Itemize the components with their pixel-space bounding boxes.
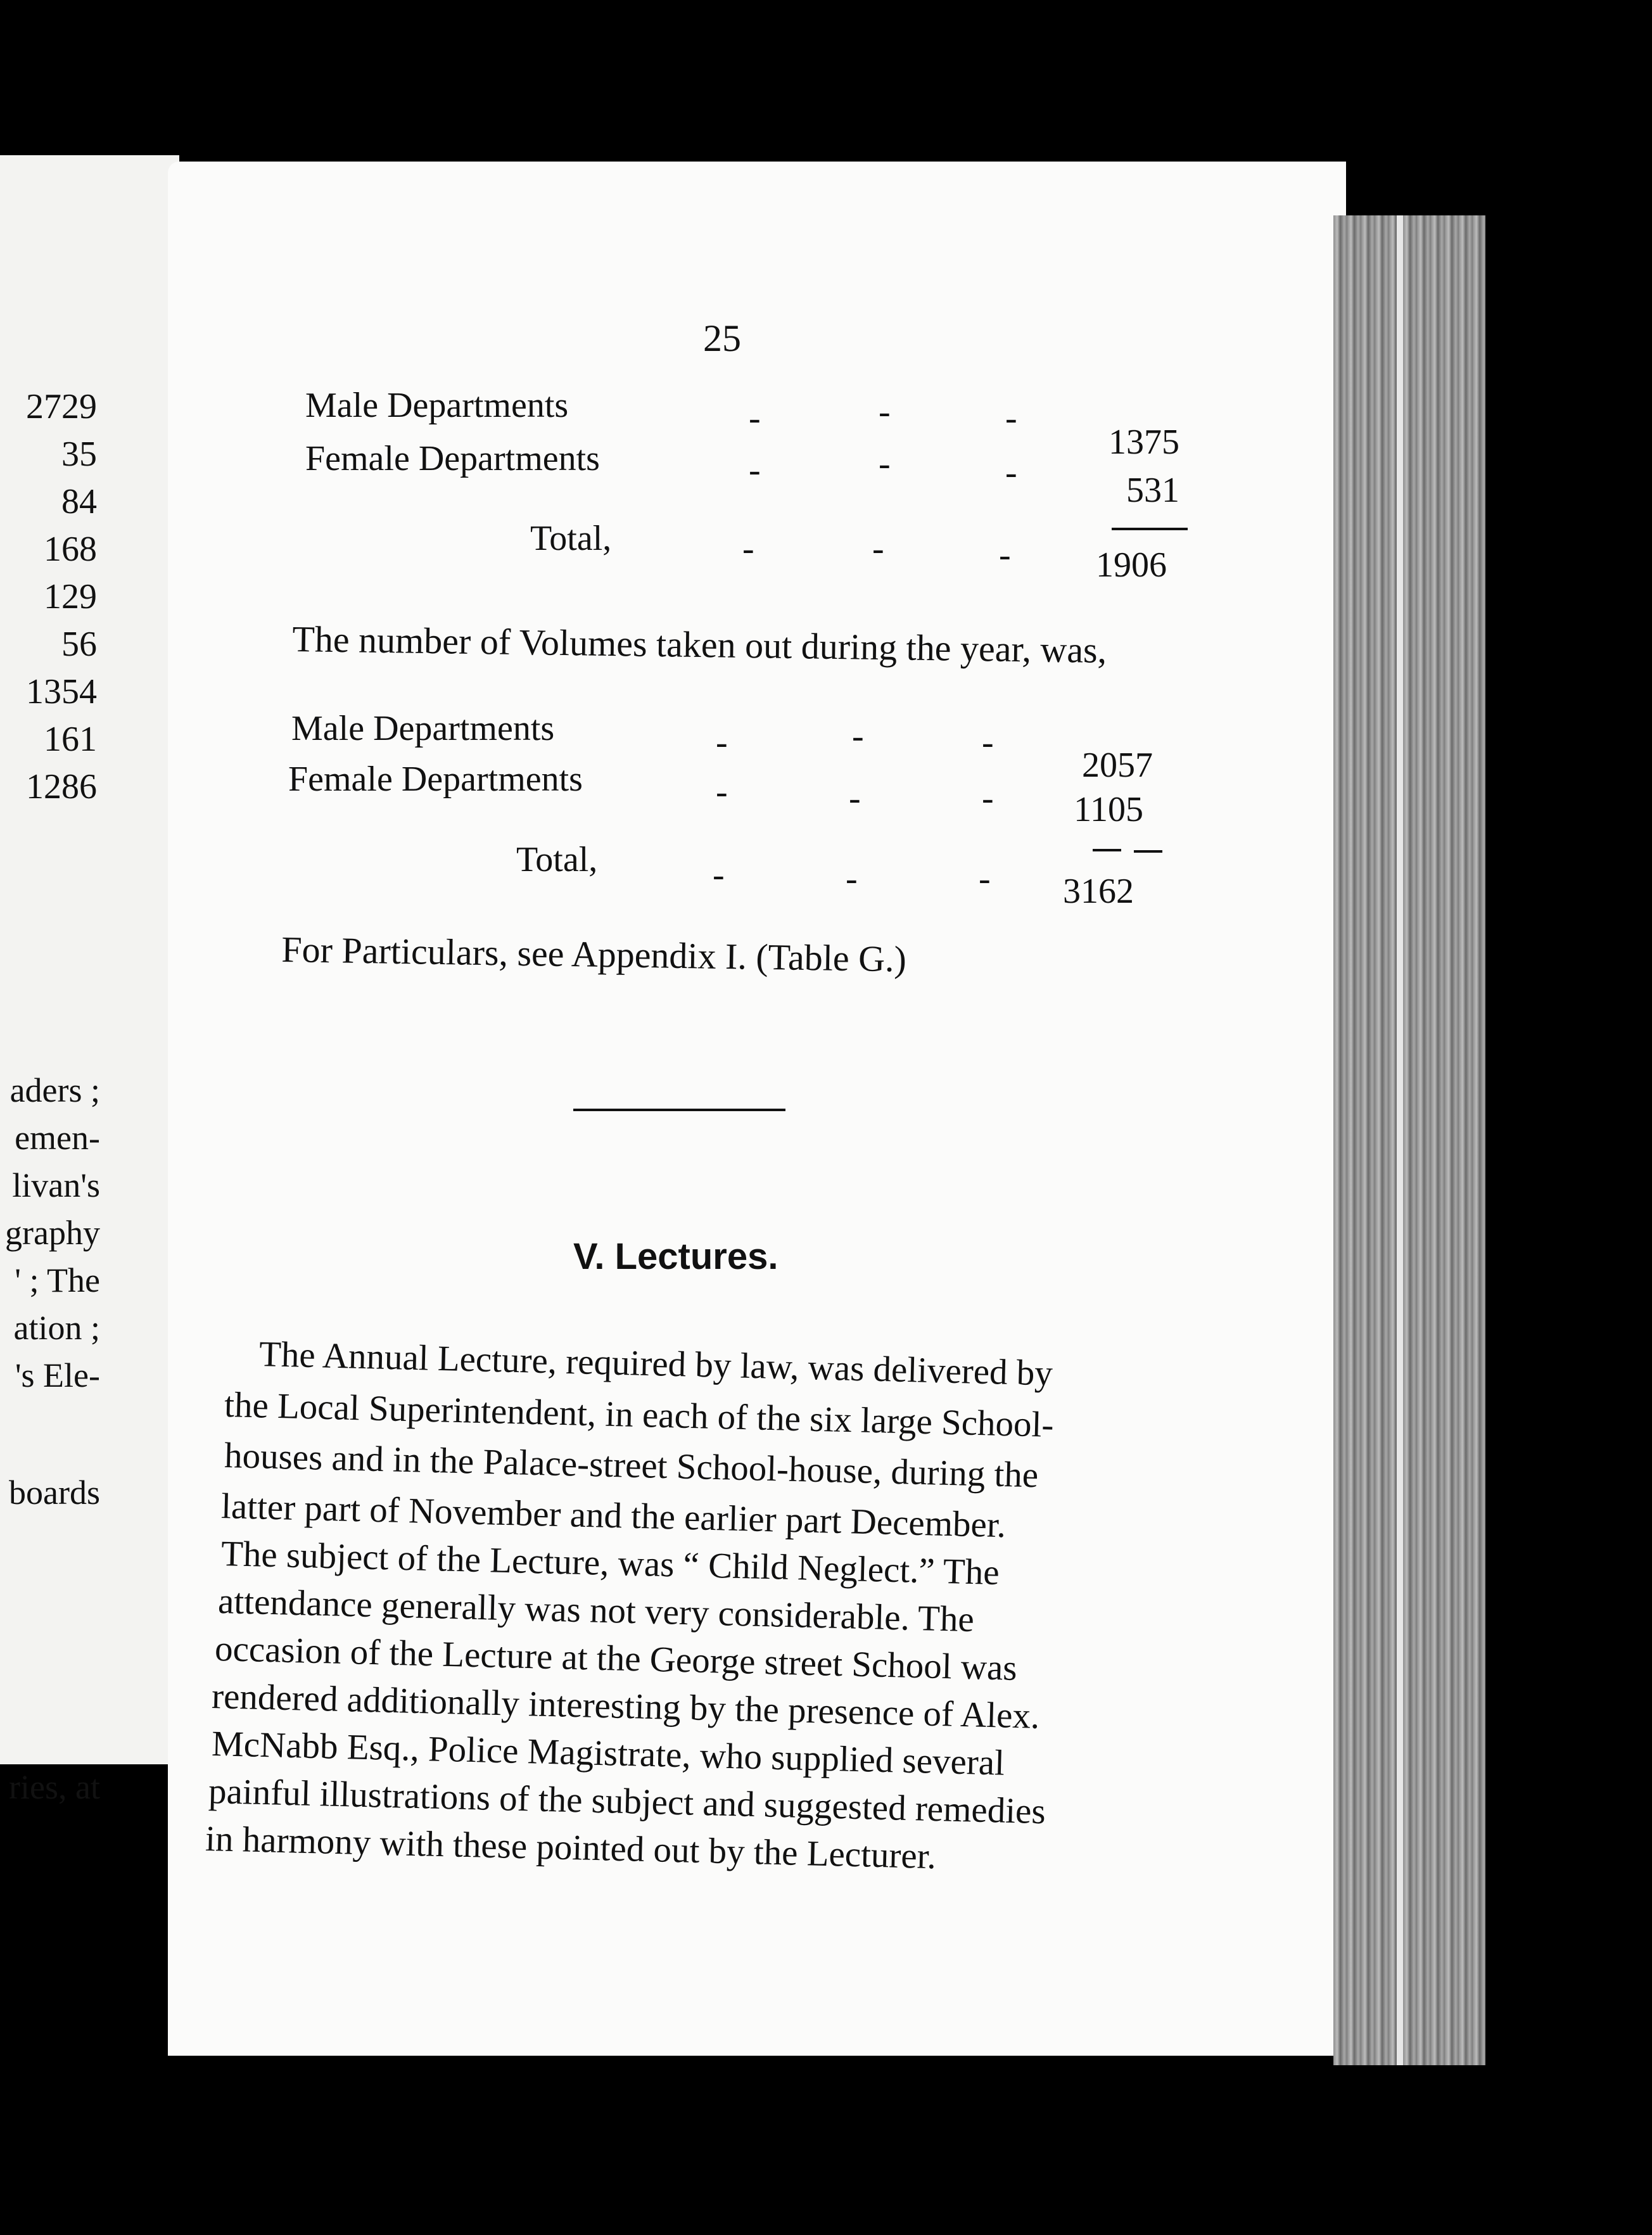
table-total-row: [305, 518, 1192, 585]
paragraph-line: houses and in the Palace-street School-house, during the: [224, 1435, 1039, 1496]
left-number: 56: [61, 625, 97, 664]
table-row: [288, 759, 1175, 829]
left-number: 168: [44, 530, 97, 569]
left-text-fragment: ries, at: [9, 1768, 100, 1806]
paragraph-line: occasion of the Lecture at the George street School was: [214, 1628, 1018, 1688]
leader-dash: -: [713, 855, 725, 895]
leader-dash: -: [999, 535, 1011, 575]
leader-dash: -: [982, 723, 994, 762]
leader-dash: -: [716, 723, 728, 762]
leader-dash: -: [749, 398, 761, 438]
left-text-fragment: boards: [9, 1474, 100, 1512]
left-text-fragment: livan's: [12, 1166, 100, 1204]
left-number: 1354: [26, 672, 97, 711]
page-number: 25: [703, 317, 741, 359]
left-text-fragment: emen-: [15, 1119, 100, 1157]
volumes-intro: The number of Volumes taken out during the year, was,: [292, 618, 1107, 671]
previous-page: [0, 155, 179, 1806]
leader-dash: -: [716, 772, 728, 812]
total-value: 1906: [1096, 545, 1167, 585]
leader-dash: -: [872, 529, 884, 568]
leader-dash: -: [849, 779, 861, 818]
leader-dash: -: [749, 450, 761, 490]
left-number: 129: [44, 577, 97, 616]
leader-dash: -: [982, 779, 994, 818]
leader-dash: -: [879, 392, 891, 431]
paragraph-line: painful illustrations of the subject and suggested remedies: [208, 1771, 1046, 1832]
row-value: 531: [1126, 471, 1179, 510]
row-label: Male Departments: [291, 709, 555, 748]
leader-dash: -: [1005, 398, 1017, 438]
row-label: Female Departments: [305, 439, 600, 478]
leader-dash: -: [979, 859, 991, 898]
left-number: 2729: [26, 387, 97, 426]
row-label: Female Departments: [288, 760, 583, 799]
left-text-fragment: graphy: [5, 1214, 100, 1252]
total-label: Total,: [516, 840, 598, 879]
particulars-note: For Particulars, see Appendix I. (Table G.): [281, 928, 907, 980]
left-number: 1286: [26, 767, 97, 806]
row-value: 1105: [1074, 790, 1143, 829]
row-value: 1375: [1109, 423, 1179, 462]
leader-dash: -: [846, 859, 858, 898]
paragraph-line: in harmony with these pointed out by the Lecturer.: [205, 1818, 937, 1877]
left-number: 161: [44, 720, 97, 759]
section-title: V. Lectures.: [573, 1236, 778, 1277]
table-row: [305, 438, 1192, 510]
left-text-fragment: aders ;: [10, 1071, 100, 1109]
left-text-fragment: 's Ele-: [15, 1356, 100, 1394]
paragraph-line: the Local Superintendent, in each of the six large School-: [224, 1384, 1055, 1445]
paragraph-line: rendered additionally interesting by the presence of Alex.: [211, 1676, 1040, 1736]
table-total-row: [291, 839, 1178, 911]
left-number: 35: [61, 435, 97, 474]
left-text-fragment: ation ;: [13, 1309, 100, 1347]
leader-dash: -: [742, 529, 754, 568]
paragraph-line: latter part of November and the earlier part December.: [220, 1486, 1007, 1546]
leader-dash: -: [879, 444, 891, 483]
paragraph-line: McNabb Esq., Police Magistrate, who supplied several: [211, 1723, 1005, 1783]
total-value: 3162: [1063, 872, 1134, 911]
left-text-fragment: ' ; The: [15, 1261, 100, 1299]
row-value: 2057: [1082, 746, 1153, 785]
paragraph-line: attendance generally was not very considerable. The: [217, 1581, 975, 1640]
leader-dash: -: [1005, 453, 1017, 492]
left-number: 84: [61, 482, 97, 521]
leader-dash: -: [852, 716, 864, 756]
page-edges: [1333, 215, 1485, 2065]
paragraph-line: The Annual Lecture, required by law, was delivered by: [258, 1334, 1053, 1394]
paragraph-line: The subject of the Lecture, was “ Child Neglect.” The: [220, 1533, 1000, 1593]
row-label: Male Departments: [305, 386, 569, 425]
total-label: Total,: [530, 519, 612, 558]
section-divider: [573, 1109, 785, 1111]
